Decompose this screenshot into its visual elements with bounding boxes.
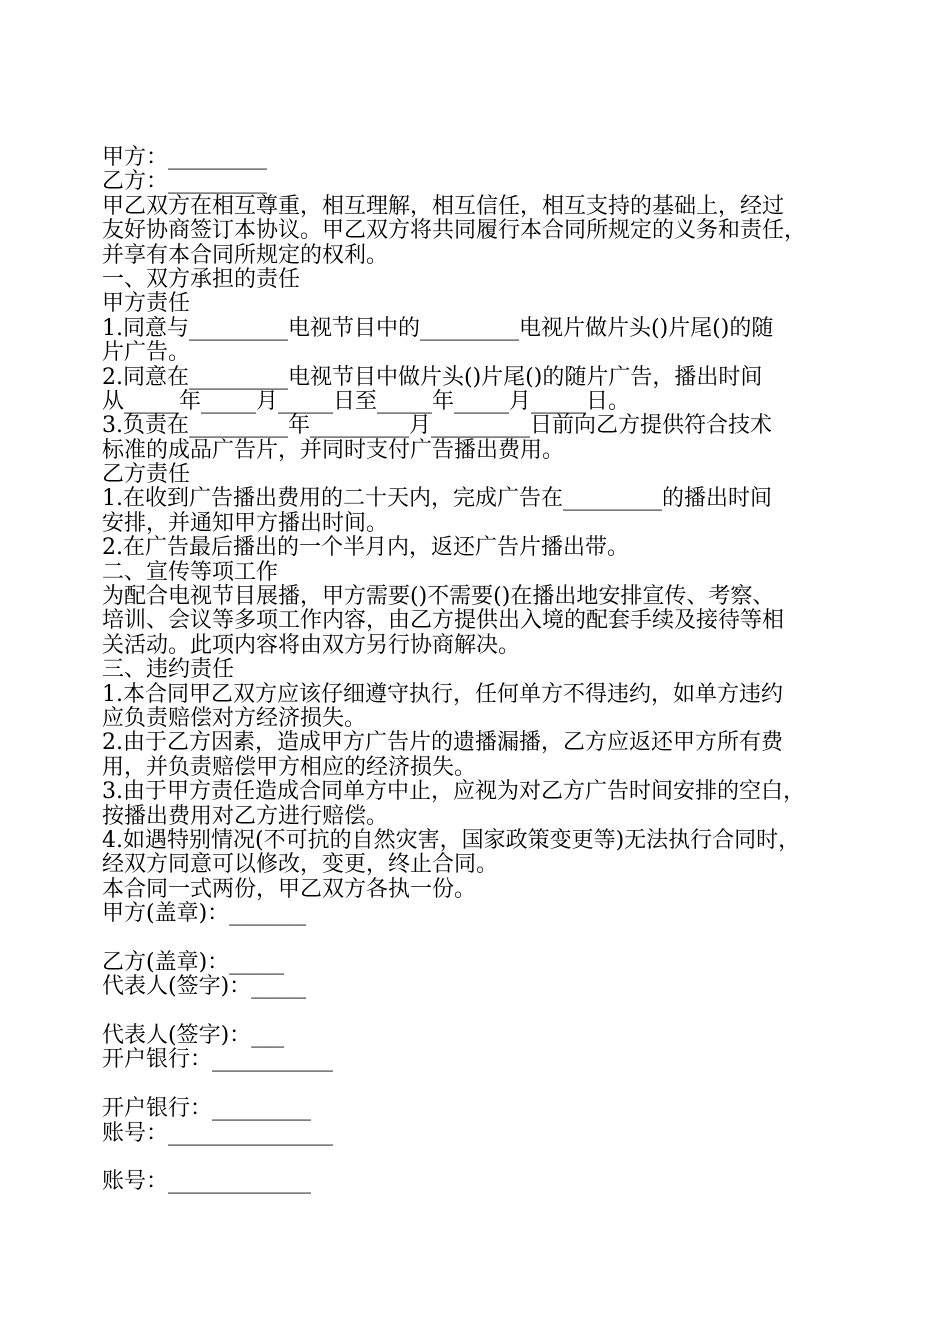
bank-b: 开户银行：_________ [102,1096,312,1122]
breach-4-line-1: 4.如遇特别情况(不可抗的自然灾害，国家政策变更等)无法执行合同时， [102,827,801,853]
breach-2-line-1: 2.由于乙方因素，造成甲方广告片的遗播漏播，乙方应返还甲方所有费 [102,730,783,756]
party-a-duty-1-line-2: 片广告。 [102,340,191,366]
breach-4-line-2: 经双方同意可以修改，变更，终止合同。 [102,852,499,878]
party-b-duty-1-line-2: 安排，并通知甲方播出时间。 [102,510,389,536]
party-a-duty-3-line-2: 标准的成品广告片，并同时支付广告播出费用。 [102,437,565,463]
bank-a: 开户银行：___________ [102,1047,334,1073]
party-b-seal: 乙方(盖章)：_____ [102,949,285,975]
party-a-duty-3-line-1: 3.负责在_________年_________月_________日前向乙方提供符合技术 [102,413,772,439]
preamble-line-1: 甲乙双方在相互尊重，相互理解，相互信任，相互支持的基础上，经过 [102,193,785,219]
breach-1-line-2: 应负责赔偿对方经济损失。 [102,705,367,731]
spacer [102,1000,862,1024]
party-a-duty-1-line-1: 1.同意与_________电视节目中的_________电视片做片头()片尾()的随 [102,315,774,341]
representative-a-signature: 代表人(签字)：_____ [102,974,307,1000]
breach-2-line-2: 用，并负责赔偿甲方相应的经济损失。 [102,754,477,780]
account-a: 账号：_______________ [102,1120,334,1146]
contract-body [102,146,862,1195]
breach-1-line-1: 1.本合同甲乙双方应该仔细遵守执行，任何单方不得违约，如单方违约 [102,681,783,707]
party-a-duty-2-line-1: 2.同意在_________电视节目中做片头()片尾()的随片广告，播出时间 [102,364,763,390]
account-b: 账号：_____________ [102,1169,312,1195]
party-a-line: 甲方：_________ [102,145,268,170]
party-b-duty-1-line-1: 1.在收到广告播出费用的二十天内，完成广告在_________的播出时间 [102,486,772,512]
party-a-duty-2-line-2: 从_____年_____月_____日至_____年_____月_____日。 [102,388,631,414]
promotion-line-1: 为配合电视节目展播，甲方需要()不需要()在播出地安排宣传、考察、 [102,584,775,610]
section-3-heading: 三、违约责任 [102,657,235,683]
breach-3-line-1: 3.由于甲方责任造成合同单方中止，应视为对乙方广告时间安排的空白， [102,779,805,805]
preamble-line-2: 友好协商签订本协议。甲乙双方将共同履行本合同所规定的义务和责任， [102,218,807,244]
party-b-duty-2: 2.在广告最后播出的一个半月内，返还广告片播出带。 [102,535,629,561]
spacer [102,1146,862,1170]
promotion-line-2: 培训、会议等多项工作内容，由乙方提供出入境的配套手续及接待等相 [102,608,785,634]
party-b-line: 乙方：_________ [102,169,268,195]
promotion-line-3: 关活动。此项内容将由双方另行协商解决。 [102,632,521,658]
breach-3-line-2: 按播出费用对乙方进行赔偿。 [102,803,389,829]
spacer [102,927,862,951]
party-a-duties-heading: 甲方责任 [102,291,191,317]
spacer [102,1073,862,1097]
party-b-duties-heading: 乙方责任 [102,462,191,488]
section-2-heading: 二、宣传等项工作 [102,559,279,585]
preamble-line-3: 并享有本合同所规定的权利。 [102,242,389,268]
section-1-heading: 一、双方承担的责任 [102,266,301,292]
representative-b-signature: 代表人(签字)：___ [102,1023,285,1049]
party-a-seal: 甲方(盖章)：_______ [102,901,307,927]
copies-clause: 本合同一式两份，甲乙双方各执一份。 [102,876,477,902]
